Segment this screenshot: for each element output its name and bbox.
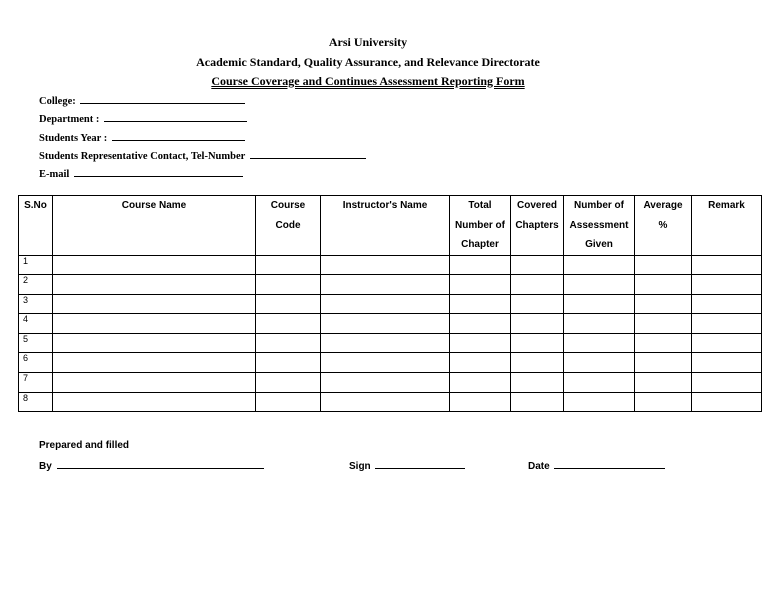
course-name-cell[interactable] <box>53 294 256 314</box>
course-code-cell[interactable] <box>256 275 321 295</box>
covered-chapters-cell[interactable] <box>511 314 564 334</box>
table-header-row <box>19 196 762 256</box>
course-name-cell[interactable] <box>53 373 256 393</box>
row-number: 4 <box>19 314 53 334</box>
assessments-cell[interactable] <box>564 314 635 334</box>
department-blank[interactable] <box>104 112 247 122</box>
instructor-name-cell[interactable] <box>321 275 450 295</box>
date-label: Date <box>528 461 550 472</box>
covered-chapters-cell[interactable] <box>511 255 564 275</box>
course-code-cell[interactable] <box>256 353 321 373</box>
instructor-name-cell[interactable] <box>321 353 450 373</box>
directorate-name: Academic Standard, Quality Assurance, and Relevance Directorate <box>196 55 540 69</box>
sign-field <box>349 459 465 472</box>
average-cell[interactable] <box>635 275 692 295</box>
table-row <box>19 373 762 393</box>
total-chapters-cell[interactable] <box>450 353 511 373</box>
row-number: 6 <box>19 353 53 373</box>
students-year-blank[interactable] <box>112 131 245 141</box>
students-year-label: Students Year : <box>39 133 108 144</box>
email-field <box>39 167 243 180</box>
remark-cell[interactable] <box>692 373 762 393</box>
course-code-cell[interactable] <box>256 314 321 334</box>
course-name-cell[interactable] <box>53 392 256 412</box>
representative-contact-blank[interactable] <box>250 149 366 159</box>
instructor-name-cell[interactable] <box>321 255 450 275</box>
col-header-assessments-given: Number of Assessment Given <box>564 196 635 256</box>
college-label: College: <box>39 96 76 107</box>
average-cell[interactable] <box>635 255 692 275</box>
covered-chapters-cell[interactable] <box>511 353 564 373</box>
email-blank[interactable] <box>74 167 243 177</box>
by-field <box>39 459 264 472</box>
course-code-cell[interactable] <box>256 333 321 353</box>
representative-contact-label: Students Representative Contact, Tel-Number <box>39 151 246 162</box>
department-field <box>39 112 247 125</box>
table-row <box>19 314 762 334</box>
assessments-cell[interactable] <box>564 353 635 373</box>
instructor-name-cell[interactable] <box>321 333 450 353</box>
assessments-cell[interactable] <box>564 392 635 412</box>
col-header-instructor-name: Instructor's Name <box>321 196 450 256</box>
total-chapters-cell[interactable] <box>450 392 511 412</box>
representative-contact-field <box>39 149 366 162</box>
total-chapters-cell[interactable] <box>450 294 511 314</box>
table-row <box>19 353 762 373</box>
email-label: E-mail <box>39 169 70 180</box>
table-row <box>19 392 762 412</box>
course-name-cell[interactable] <box>53 353 256 373</box>
row-number: 1 <box>19 255 53 275</box>
col-header-course-code: Course Code <box>256 196 321 256</box>
average-cell[interactable] <box>635 353 692 373</box>
total-chapters-cell[interactable] <box>450 333 511 353</box>
sign-label: Sign <box>349 461 371 472</box>
average-cell[interactable] <box>635 333 692 353</box>
col-header-covered-chapters: Covered Chapters <box>511 196 564 256</box>
form-title: Course Coverage and Continues Assessment Reporting Form <box>211 74 525 88</box>
course-name-cell[interactable] <box>53 333 256 353</box>
remark-cell[interactable] <box>692 314 762 334</box>
total-chapters-cell[interactable] <box>450 373 511 393</box>
col-header-course-name: Course Name <box>53 196 256 256</box>
col-header-remark: Remark <box>692 196 762 256</box>
sign-blank[interactable] <box>375 459 465 469</box>
instructor-name-cell[interactable] <box>321 294 450 314</box>
course-name-cell[interactable] <box>53 255 256 275</box>
course-code-cell[interactable] <box>256 392 321 412</box>
instructor-name-cell[interactable] <box>321 392 450 412</box>
col-header-total-chapters: Total Number of Chapter <box>450 196 511 256</box>
assessments-cell[interactable] <box>564 255 635 275</box>
average-cell[interactable] <box>635 373 692 393</box>
col-header-average: Average % <box>635 196 692 256</box>
prepared-and-filled-label: Prepared and filled <box>39 440 130 451</box>
remark-cell[interactable] <box>692 392 762 412</box>
assessments-cell[interactable] <box>564 294 635 314</box>
covered-chapters-cell[interactable] <box>511 333 564 353</box>
date-field <box>528 459 665 472</box>
row-number: 2 <box>19 275 53 295</box>
remark-cell[interactable] <box>692 294 762 314</box>
average-cell[interactable] <box>635 314 692 334</box>
university-name: Arsi University <box>328 35 408 49</box>
course-code-cell[interactable] <box>256 255 321 275</box>
department-label: Department : <box>39 114 100 125</box>
average-cell[interactable] <box>635 294 692 314</box>
assessments-cell[interactable] <box>564 275 635 295</box>
covered-chapters-cell[interactable] <box>511 275 564 295</box>
date-blank[interactable] <box>554 459 665 469</box>
row-number: 7 <box>19 373 53 393</box>
instructor-name-cell[interactable] <box>321 373 450 393</box>
college-field <box>39 94 245 107</box>
table-row <box>19 275 762 295</box>
table-row <box>19 255 762 275</box>
course-name-cell[interactable] <box>53 275 256 295</box>
by-blank[interactable] <box>57 459 264 469</box>
course-code-cell[interactable] <box>256 294 321 314</box>
course-name-cell[interactable] <box>53 314 256 334</box>
row-number: 3 <box>19 294 53 314</box>
total-chapters-cell[interactable] <box>450 314 511 334</box>
remark-cell[interactable] <box>692 255 762 275</box>
remark-cell[interactable] <box>692 333 762 353</box>
remark-cell[interactable] <box>692 353 762 373</box>
total-chapters-cell[interactable] <box>450 255 511 275</box>
course-code-cell[interactable] <box>256 373 321 393</box>
assessments-cell[interactable] <box>564 373 635 393</box>
table-row <box>19 333 762 353</box>
coverage-table <box>18 195 762 412</box>
row-number: 8 <box>19 392 53 412</box>
table-row <box>19 294 762 314</box>
col-header-sno: S.No <box>19 196 53 256</box>
covered-chapters-cell[interactable] <box>511 373 564 393</box>
row-number: 5 <box>19 333 53 353</box>
by-label: By <box>39 461 52 472</box>
total-chapters-cell[interactable] <box>450 275 511 295</box>
college-blank[interactable] <box>80 94 245 104</box>
average-cell[interactable] <box>635 392 692 412</box>
students-year-field <box>39 131 245 144</box>
remark-cell[interactable] <box>692 275 762 295</box>
assessments-cell[interactable] <box>564 333 635 353</box>
covered-chapters-cell[interactable] <box>511 294 564 314</box>
covered-chapters-cell[interactable] <box>511 392 564 412</box>
instructor-name-cell[interactable] <box>321 314 450 334</box>
